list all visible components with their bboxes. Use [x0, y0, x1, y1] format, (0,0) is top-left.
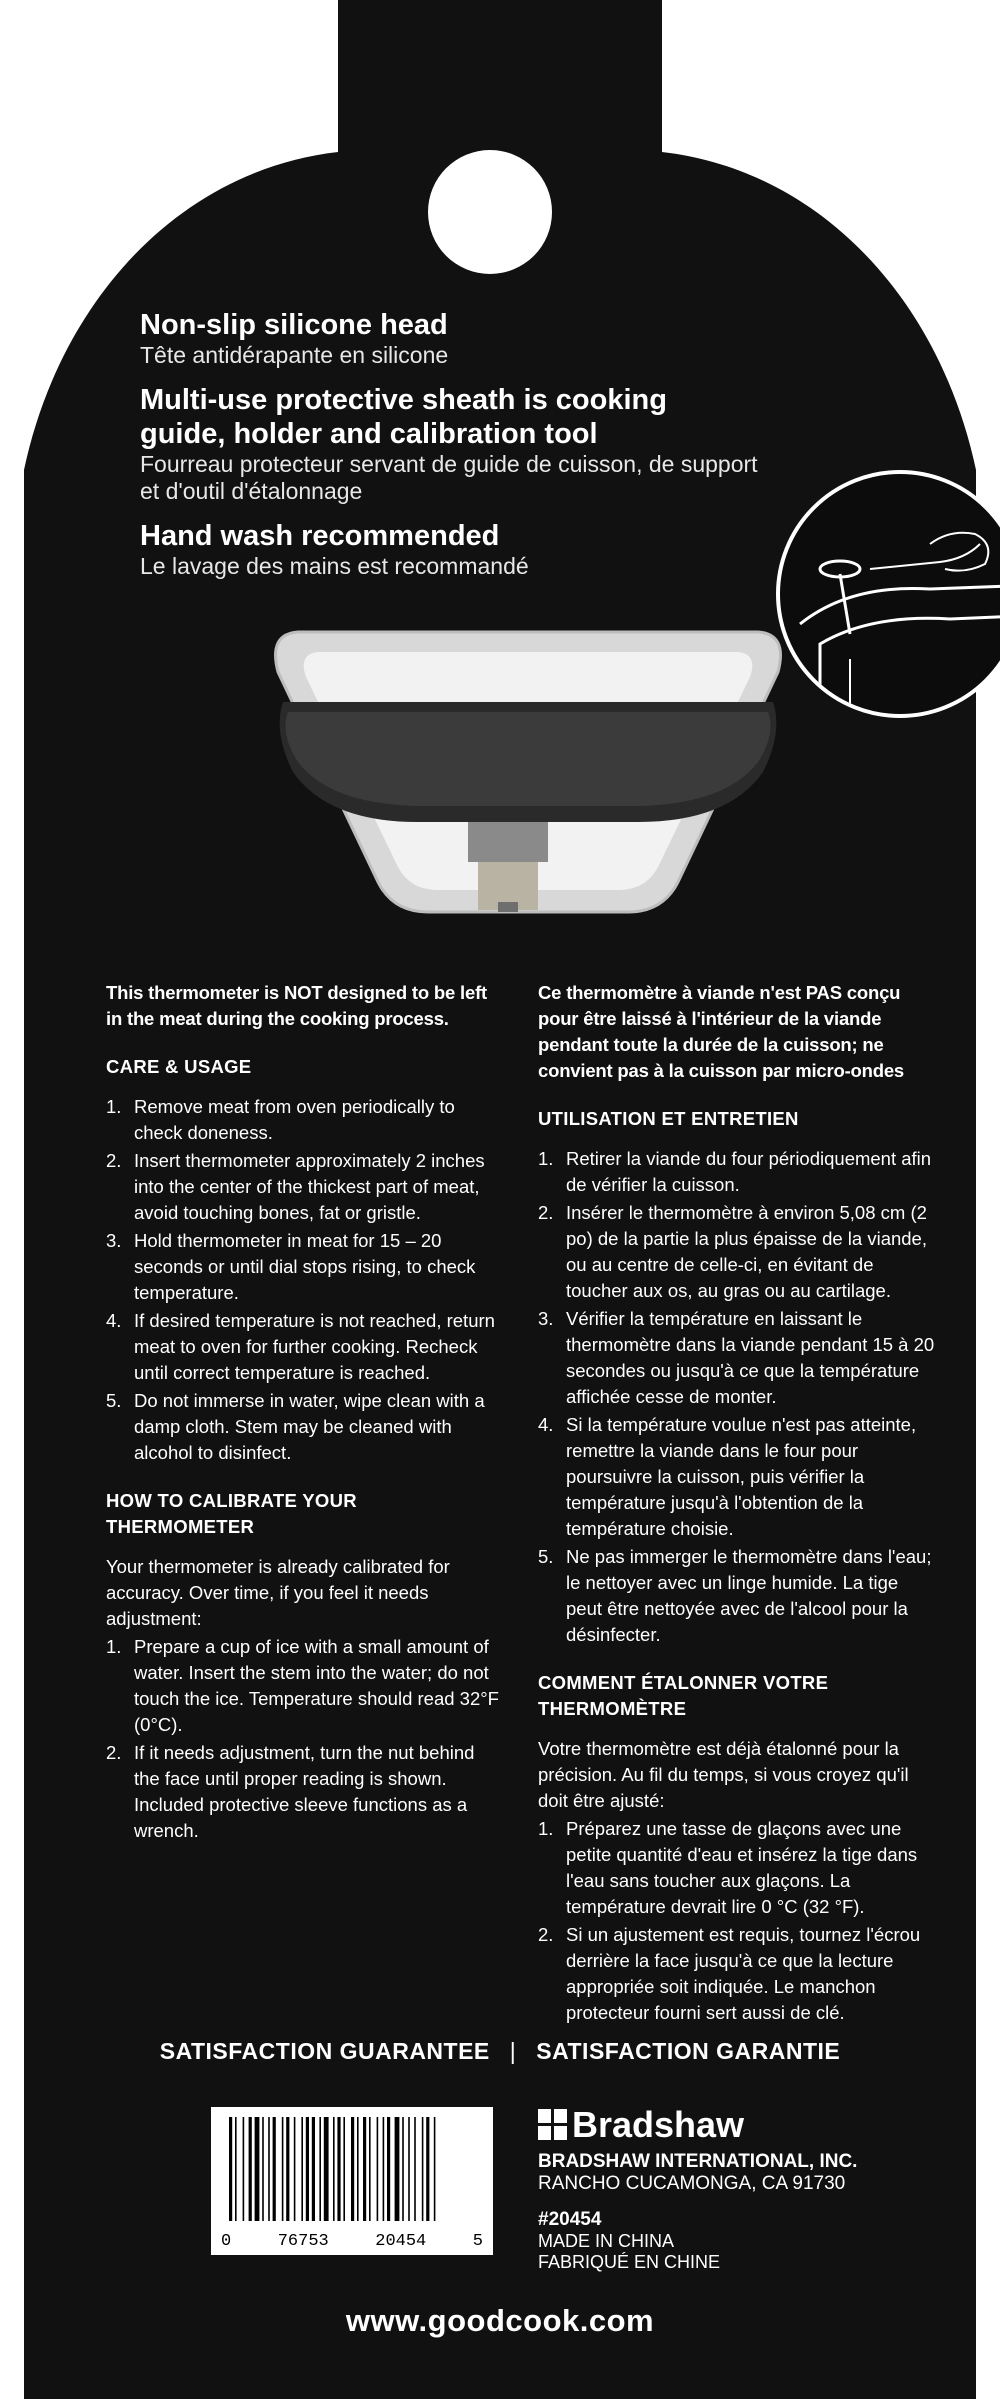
- barcode-bars: [211, 2107, 493, 2227]
- barcode-bar: [301, 2117, 303, 2221]
- website-url: www.goodcook.com: [345, 2303, 655, 2338]
- list-item: 2. Insert thermometer approximately 2 inches into the center of the thickest part of meat, avoid touching bones, fat or gristle.: [106, 1150, 485, 1223]
- barcode: [211, 2107, 493, 2255]
- satisfaction-guarantee: [0, 2038, 1000, 2065]
- origin-en: MADE IN CHINA: [538, 2231, 675, 2251]
- calibrate-steps: [106, 1634, 501, 1844]
- barcode-bar: [414, 2117, 416, 2221]
- calibrate-heading-fr: COMMENT ÉTALONNER VOTRE THERMOMÈTRE: [538, 1672, 829, 1719]
- barcode-bar: [286, 2117, 289, 2221]
- barcode-bar: [273, 2117, 276, 2221]
- barcode-bar: [387, 2117, 390, 2221]
- feature-title: Hand wash recommended: [140, 520, 500, 552]
- list-item: 5. Ne pas immerger le thermomètre dans l'eau; le nettoyer avec un linge humide. La tige peut être nettoyée avec de l'alcool pour la désinfecter.: [538, 1546, 932, 1645]
- list-item: 2. If it needs adjustment, turn the nut behind the face until proper reading is shown. Included protective sleeve functions as a wrench.: [106, 1742, 475, 1841]
- barcode-bar: [306, 2117, 309, 2221]
- barcode-bar: [255, 2117, 260, 2221]
- care-heading: CARE & USAGE: [106, 1056, 252, 1077]
- calibrate-heading: HOW TO CALIBRATE YOUR THERMOMETER: [106, 1490, 357, 1537]
- barcode-bar: [377, 2117, 379, 2221]
- care-steps: [106, 1094, 501, 1466]
- bradshaw-logo-icon: [538, 2109, 568, 2141]
- brand-logo: [538, 2105, 878, 2145]
- barcode-bar: [395, 2117, 400, 2221]
- feature-item: [140, 308, 830, 369]
- list-item: 3. Vérifier la température en laissant le thermomètre dans la viande pendant 15 à 20 secondes ou jusqu'à ce que la température affichée cesse de monter.: [538, 1308, 935, 1407]
- barcode-bar: [319, 2117, 321, 2221]
- feature-title-fr: Tête antidérapante en silicone: [140, 342, 449, 368]
- care-heading-fr: UTILISATION ET ENTRETIEN: [538, 1108, 799, 1129]
- features-list: [140, 308, 830, 594]
- calibrate-intro: Your thermometer is already calibrated for accuracy. Over time, if you feel it needs adjustment:: [106, 1556, 450, 1629]
- calibrate-intro-fr: Votre thermomètre est déjà étalonné pour la précision. Au fil du temps, si vous croyez qu'il doit être ajusté:: [538, 1738, 909, 1811]
- barcode-bar: [324, 2117, 329, 2221]
- barcode-bar: [383, 2117, 385, 2221]
- hang-hole: [428, 150, 552, 274]
- barcode-bar: [357, 2117, 359, 2221]
- barcode-bar: [268, 2117, 270, 2221]
- feature-title: Multi-use protective sheath is cooking guide, holder and calibration tool: [140, 384, 667, 450]
- barcode-bar: [343, 2117, 345, 2221]
- barcode-bar: [426, 2117, 429, 2221]
- barcode-bar: [351, 2117, 354, 2221]
- french-instructions: [538, 980, 938, 2048]
- barcode-bar: [402, 2117, 404, 2221]
- list-item: 4. If desired temperature is not reached, return meat to oven for further cooking. Recheck until correct temperature is reached.: [106, 1310, 495, 1383]
- barcode-bar: [262, 2117, 264, 2221]
- barcode-bar: [294, 2117, 296, 2221]
- feature-title-fr: Fourreau protecteur servant de guide de cuisson, de support et d'outil d'étalonnage: [140, 451, 758, 504]
- list-item: 2. Insérer le thermomètre à environ 5,08 cm (2 po) de la partie la plus épaisse de la viande, ou au centre de celle-ci, en évitant de toucher aux os, au gras ou au cartilage.: [538, 1202, 927, 1301]
- feature-item: [140, 519, 830, 580]
- list-item: 1. Préparez une tasse de glaçons avec une petite quantité d'eau et insérez la tige dans l'eau sans toucher aux glaçons. La température devrait lire 0 °C (32 °F).: [538, 1818, 918, 1917]
- care-steps-fr: [538, 1146, 938, 1648]
- product-sku: #20454: [538, 2209, 602, 2230]
- barcode-bar: [434, 2117, 436, 2221]
- list-item: 2. Si un ajustement est requis, tournez l'écrou derrière la face jusqu'à ce que la lecture appropriée soit indiquée. Le manchon protecteur fourni sert aussi de clé.: [538, 1924, 921, 2023]
- english-instructions: [106, 980, 501, 1866]
- calibrate-steps-fr: [538, 1816, 938, 2026]
- list-item: 4. Si la température voulue n'est pas atteinte, remettre la viande dans le four pour poursuivre la cuisson, puis vérifier la température jusqu'à l'obtention de la température choisie.: [538, 1414, 917, 1539]
- list-item: 5. Do not immerse in water, wipe clean with a damp cloth. Stem may be cleaned with alcohol to disinfect.: [106, 1390, 485, 1463]
- list-item: 1. Retirer la viande du four périodiquement afin de vérifier la cuisson.: [538, 1148, 932, 1195]
- barcode-bar: [282, 2117, 284, 2221]
- company-name: BRADSHAW INTERNATIONAL, INC.: [538, 2151, 858, 2172]
- list-item: 3. Hold thermometer in meat for 15 – 20 seconds or until dial stops rising, to check temperature.: [106, 1230, 476, 1303]
- barcode-bar: [333, 2117, 335, 2221]
- barcode-bar: [363, 2117, 366, 2221]
- barcode-bar: [235, 2117, 237, 2221]
- warning-text: This thermometer is NOT designed to be left in the meat during the cooking process.: [106, 982, 487, 1029]
- origin-fr: FABRIQUÉ EN CHINE: [538, 2252, 721, 2272]
- brand-info: [538, 2105, 878, 2273]
- feature-title: Non-slip silicone head: [140, 309, 448, 341]
- pot-illustration: [780, 474, 1000, 714]
- thermometer-blister: [258, 622, 798, 922]
- guarantee-separator: |: [509, 2038, 517, 2064]
- list-item: 1. Prepare a cup of ice with a small amount of water. Insert the stem into the water; do not touch the ice. Temperature should read 32°F (0°C).: [106, 1636, 499, 1735]
- barcode-number: 0 76753 20454 5: [221, 2232, 483, 2251]
- feature-item: [140, 383, 830, 505]
- barcode-bar: [312, 2117, 315, 2221]
- guarantee-fr: SATISFACTION GARANTIE: [536, 2038, 841, 2064]
- barcode-bar: [249, 2117, 252, 2221]
- barcode-bar: [243, 2117, 245, 2221]
- list-item: 1. Remove meat from oven periodically to check doneness.: [106, 1096, 455, 1143]
- guarantee-en: SATISFACTION GUARANTEE: [159, 2038, 490, 2064]
- warning-text-fr: Ce thermomètre à viande n'est PAS conçu pour être laissé à l'intérieur de la viande pendant toute la durée de la cuisson; ne convient pas à la cuisson par micro-ondes: [538, 982, 905, 1081]
- barcode-bar: [229, 2117, 232, 2221]
- company-address: RANCHO CUCAMONGA, CA 91730: [538, 2173, 846, 2194]
- feature-title-fr: Le lavage des mains est recommandé: [140, 553, 529, 579]
- barcode-bar: [408, 2117, 410, 2221]
- barcode-bar: [422, 2117, 424, 2221]
- barcode-bar: [337, 2117, 340, 2221]
- barcode-bar: [369, 2117, 371, 2221]
- brand-name: Bradshaw: [572, 2104, 745, 2145]
